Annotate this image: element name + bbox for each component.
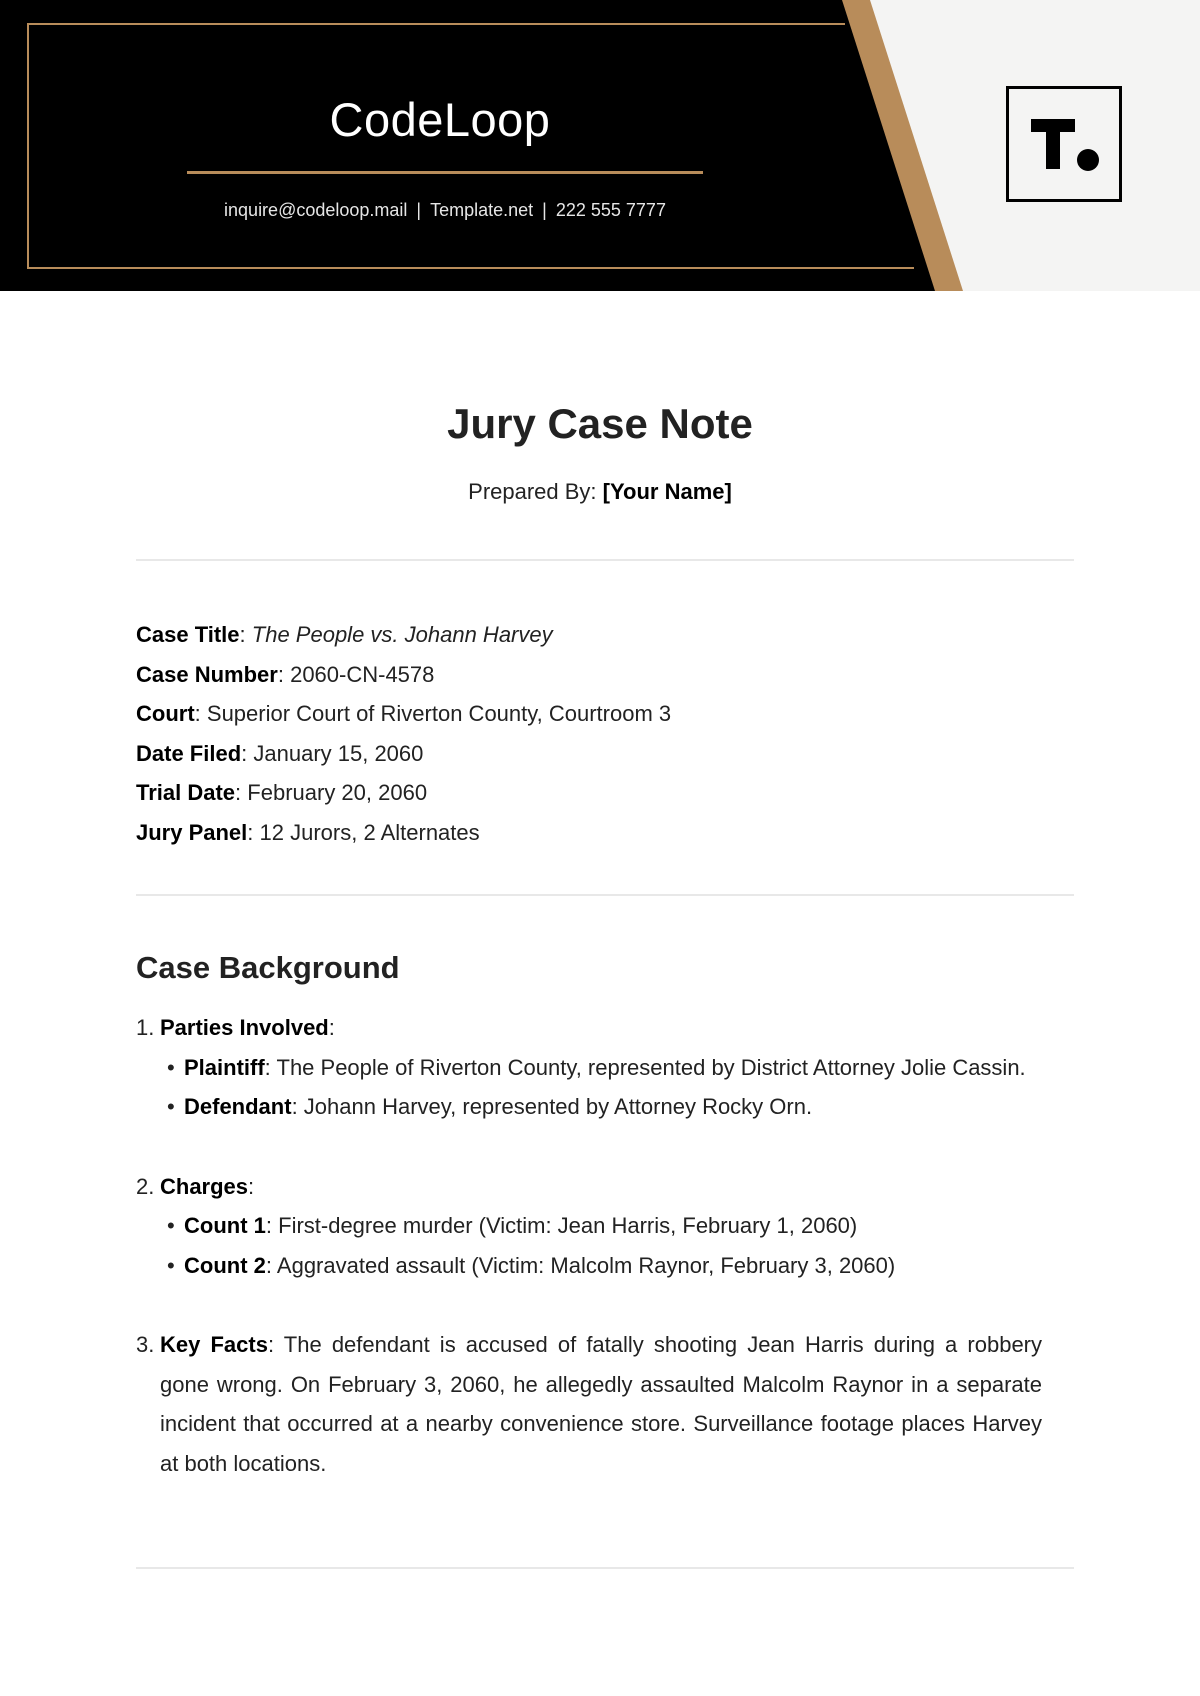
sub-label: Plaintiff [184,1054,265,1080]
list-item: 3 . Key Facts: The defendant is accused of fatally shooting Jean Harris during a robbery gone wrong. On February 3, 2060, he allegedly assaulted Malcolm Raynor in a separate incident that occurred at a nearby convenience store. Surveillance footage places Harvey at both locations. [136,1325,1042,1483]
info-value: The People vs. Johann Harvey [251,622,553,647]
section-heading: Case Background [136,950,400,985]
sub-label: Defendant [184,1094,292,1119]
list-item: 2 . Charges: • Count 1: First-degree murder (Victim: Jean Harris, February 1, 2060) • Count 2: Aggravated assault (Victim: Malcolm Raynor, February 3, 2060) [136,1167,1042,1286]
bullet-icon: • [167,1054,175,1080]
contact-website[interactable]: Template.net [430,200,534,220]
prepared-by [0,479,1200,505]
sub-list-item: • Plaintiff: The People of Riverton County, represented by District Attorney Jolie Cassin. [160,1048,1042,1088]
sub-label: Count 2 [184,1252,266,1278]
info-label: Case Number [136,661,278,687]
bullet-icon: • [167,1094,175,1119]
sub-list-item: • Count 1: First-degree murder (Victim: Jean Harris, February 1, 2060) [160,1206,1042,1246]
item-number: 3 . [136,1325,156,1365]
sub-list-item: • Count 2: Aggravated assault (Victim: Malcolm Raynor, February 3, 2060) [160,1246,1042,1286]
case-title-row: Case Title: The People vs. Johann Harvey [136,622,553,647]
info-value: Superior Court of Riverton County, Courtroom 3 [206,701,672,726]
info-label: Date Filed [136,740,242,766]
info-value: February 20, 2060 [247,780,428,805]
divider [136,559,1074,561]
template-t-logo-icon [1006,86,1122,202]
contact-email[interactable]: inquire@codeloop.mail [224,200,408,220]
info-label: Case Title [136,622,240,647]
item-text: The defendant is accused of fatally shooting Jean Harris during a robbery gone wrong. On February 3, 2060, he allegedly assaulted Malcolm Raynor in a separate incident that occurred at a nearby convenience store. Surveillance footage places Harvey at both locations. [160,1332,1043,1476]
prepared-by-value: [Your Name] [602,479,732,504]
logo-dot [1077,149,1099,171]
sub-text: First-degree murder (Victim: Jean Harris, February 1, 2060) [278,1213,858,1238]
list-item: 1 . Parties Involved: • Plaintiff: The People of Riverton County, represented by District Attorney Jolie Cassin. • Defendant: Johann Harvey, represented by Attorney Rocky Orn. [136,1008,1042,1127]
item-label: Key Facts [160,1332,268,1357]
case-info [136,615,1076,852]
info-value: 12 Jurors, 2 Alternates [259,819,480,845]
page-title: Jury Case Note [447,400,753,447]
item-label: Charges [160,1173,249,1199]
contact-separator: | [416,200,422,220]
sub-text: Aggravated assault (Victim: Malcolm Raynor, February 3, 2060) [276,1252,896,1278]
contact-phone: 222 555 7777 [555,200,666,220]
info-label: Court [136,701,195,726]
brand-divider [187,171,703,174]
background-list [136,1008,1042,1483]
item-number: 2 . [136,1167,156,1207]
sub-list [160,1206,1042,1285]
item-label: Parties Involved [160,1015,329,1040]
court-row: Court: Superior Court of Riverton County, Courtroom 3 [136,701,672,726]
bullet-icon: • [167,1213,175,1238]
info-value: January 15, 2060 [253,740,424,766]
trial-date-row: Trial Date: February 20, 2060 [136,780,428,805]
info-label: Trial Date [136,780,236,805]
sub-list [160,1048,1042,1127]
sub-text: Johann Harvey, represented by Attorney Rocky Orn. [303,1094,813,1119]
date-filed-row: Date Filed: January 15, 2060 [136,740,424,766]
divider [136,894,1074,896]
case-number-row: Case Number: 2060-CN-4578 [136,661,435,687]
divider [136,1567,1074,1569]
jury-panel-row: Jury Panel: 12 Jurors, 2 Alternates [136,819,480,845]
sub-label: Count 1 [184,1213,266,1238]
info-value: 2060-CN-4578 [290,661,435,687]
sub-text: The People of Riverton County, represented by District Attorney Jolie Cassin. [276,1054,1026,1080]
letterhead [0,0,1200,291]
contact-line [150,200,740,221]
logo-t-stem [1046,119,1060,169]
item-number: 1 . [136,1008,156,1048]
company-name: CodeLoop [329,93,551,146]
sub-list-item: • Defendant: Johann Harvey, represented by Attorney Rocky Orn. [160,1087,1042,1127]
info-label: Jury Panel [136,819,248,845]
bullet-icon: • [167,1252,175,1278]
contact-separator: | [542,200,547,220]
prepared-by-label: Prepared By: [468,479,597,504]
